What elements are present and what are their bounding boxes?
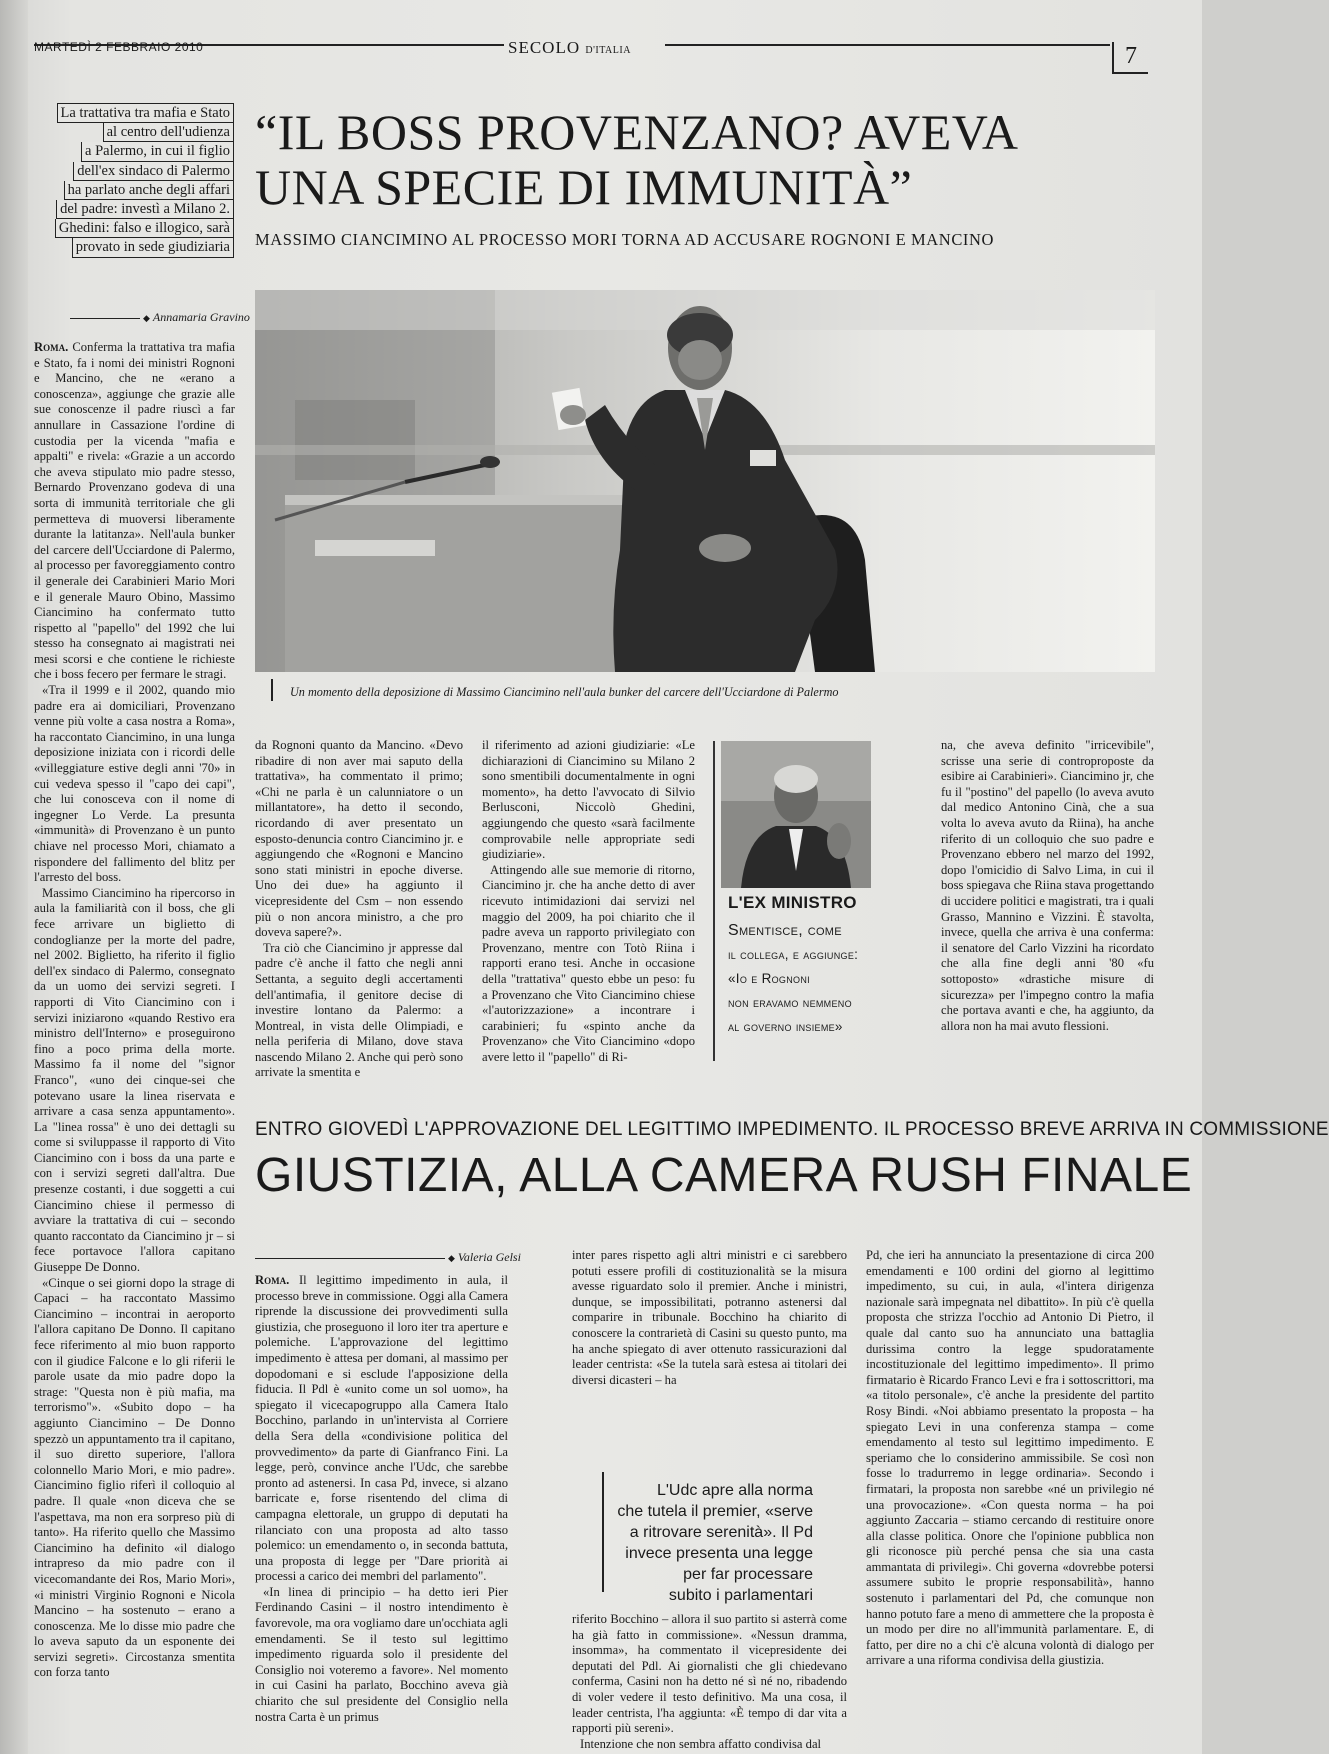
article1-column-2 xyxy=(255,738,463,1086)
byline-rule xyxy=(70,318,140,319)
article2-kicker: ENTRO GIOVEDÌ L'APPROVAZIONE DEL LEGITTIMO IMPEDIMENTO. IL PROCESSO BREVE ARRIVA IN COMMISSIONE xyxy=(255,1119,1329,1140)
article-headline xyxy=(255,105,1155,215)
paragraph: «In linea di principio – ha detto ieri Pier Ferdinando Casini – il nostro intendimento è favorevole, ma ora vogliamo dare un'occhiata agli emendamenti. Se il testo sul legittimo impedimento riguarda solo il presidente del Consiglio noi voteremo a favore». Nel momento in cui Casini ha parlato, Bocchino aveva già chiarito che sul presidente del Consiglio nella nostra Carta è un primus xyxy=(255,1584,508,1724)
sidebar-line: il collega, e aggiunge: xyxy=(728,947,859,962)
minister-photo xyxy=(721,741,871,888)
article2-column-3 xyxy=(866,1248,1154,1720)
pull-quote-line: per far processare xyxy=(683,1566,813,1583)
headline-line-1: “IL BOSS PROVENZANO? AVEVA xyxy=(255,104,1019,160)
paragraph: Pd, che ieri ha annunciato la presentazione di circa 200 emendamenti e 100 ordini del giorno al legittimo impedimento, su cui, in aula, «l'intera dirigenza nazionale sarà impegnata nel dibattito». In più c'è quella proposta che strizza l'occhio ad Antonio Di Pietro, il quale dal canto suo ha annunciato una battaglia durissima contro la legge spudoratamente incostituzionale del legittimo impedimento». Il primo firmatario è Ricardo Franco Levi e fra i sottoscrittori, ma «a titolo personale», c'è anche la presidente del partito Rosy Bindi. «Noi abbiamo presentato la proposta – ha spiegato Levi in una conferenza stampa – come emendamento al testo sul legittimo impedimento. E speriamo che lo considerino ammissibile. Se così non fosse lo tradurremo in legge ordinaria». Secondo i firmatari, la proposta non sarebbe «né un privilegio né una provocazione». «Con questa norma – ha poi aggiunto Zaccaria – stiamo cercando di restituire onore alla classe politica. Onore che l'opinione pubblica non gli riconosce più perché pensa che sia una casta ammantata di privilegi». Chi governa «dovrebbe potersi assumere subito le proprie responsabilità», hanno sostenuto i parlamentari del Pd, che comunque non hanno potuto fare a meno di ammettere che la proposta è un modo per dire no all'immunità parlamentare. E, di fatto, per dire no a chi c'è alcuna volontà di dialogo per arrivare a una riforma condivisa della giustizia. xyxy=(866,1248,1154,1668)
sidebar-rule xyxy=(713,741,715,1061)
headline-line-2: UNA SPECIE DI IMMUNITÀ” xyxy=(255,159,913,215)
summary-line: al centro dell'udienza xyxy=(103,123,234,142)
newspaper-name-main: SECOLO xyxy=(508,38,581,57)
page-number: 7 xyxy=(1112,42,1148,74)
pull-quote-line: invece presenta una legge xyxy=(625,1545,813,1562)
article2-column-2-bottom xyxy=(572,1612,847,1751)
paragraph: Il legittimo impedimento in aula, il processo breve in commissione. Oggi alla Camera riprende la discussione dei provvedimenti sulla giustizia, che proseguono il loro iter tra aperture e polemiche. L'approvazione del legittimo impedimento è attesa per domani, al massimo per dopodomani e si esclude l'apposizione della fiducia. Il Pdl è «unito come un sol uomo», ha spiegato il vicecapogruppo alla Camera Italo Bocchino, parlando in un'intervista al Corriere della Sera della «condivisione politica del provvedimento» da parte di Gianfranco Fini. La legge, però, convince anche l'Udc, che sarebbe pronto ad astenersi. In casa Pd, invece, si alzano barricate e, forse risentendo del clima di campagna elettorale, un gruppo di deputati ha rilanciato con una proposta ad alto tasso polemico: un emendamento o, in seconda battuta, una proposta di legge per "Dare priorità ai processi a carico dei membri del parlamento". xyxy=(255,1273,508,1584)
article2-headline: GIUSTIZIA, ALLA CAMERA RUSH FINALE xyxy=(255,1149,1193,1202)
sidebar-line: «Io e Rognoni xyxy=(728,971,810,986)
article-subhead: MASSIMO CIANCIMINO AL PROCESSO MORI TORNA AD ACCUSARE ROGNONI E MANCINO xyxy=(255,230,995,249)
byline-rule xyxy=(255,1258,445,1259)
byline-author: Annamaria Gravino xyxy=(152,310,250,324)
article1-column-1 xyxy=(34,340,235,1718)
summary-line: Ghedini: falso e illogico, sarà xyxy=(55,219,234,238)
summary-line: ha parlato anche degli affari xyxy=(64,181,234,200)
sidebar-line: al governo insieme» xyxy=(728,1019,843,1034)
paragraph: Attingendo alle sue memorie di ritorno, Ciancimino jr. che ha anche detto di aver ricevuto intimidazioni dai servizi nel maggio del 2009, ha poi chiarito che il padre aveva un rapporto privilegiato con Provenzano, mentre con Totò Riina i rapporti erano tesi. Anche in occasione della "trattativa" questo ebbe un peso: fu a Provenzano che Vito Ciancimino chiese «l'autorizzazione» a incontrare i carabinieri; fu «spinto anche da Provenzano» che Vito Ciancimino «dopo avere letto il "papello" di Ri- xyxy=(482,862,695,1064)
article1-column-4 xyxy=(941,738,1154,1098)
pull-quote-line: L'Udc apre alla norma xyxy=(656,1482,813,1499)
inset-photo xyxy=(721,741,871,888)
page-edge-shadow xyxy=(0,0,28,1754)
pull-quote xyxy=(580,1480,813,1606)
summary-line: La trattativa tra mafia e Stato xyxy=(57,103,235,123)
paragraph: inter pares rispetto agli altri ministri e ci sarebbero potuti essere profili di costituzionalità se la misura avesse riguardato solo il premier. Anche i ministri, dunque, se impossibilitati, potranno astenersi dal comparire in tribunale. Bocchino ha chiarito di conoscere la contrarietà di Casini su questo punto, ma ha anche spiegato di aver ottenuto rassicurazioni dal leader centrista: «Se la tutela sarà estesa ai titolari dei diversi dicasteri – ha xyxy=(572,1248,847,1387)
newspaper-name-suffix: D'ITALIA xyxy=(585,45,631,56)
article1-column-3 xyxy=(482,738,695,1086)
masthead-rule-right xyxy=(665,44,1110,46)
main-photo xyxy=(255,290,1155,672)
caption-bar xyxy=(271,679,273,701)
summary-line: provato in sede giudiziaria xyxy=(72,238,234,257)
paragraph: Tra ciò che Ciancimino jr appresse dal padre c'è anche il fatto che negli anni Settanta, a seguito degli accertamenti dell'antimafia, il genitore decise di investire lontano da Palermo: a Montreal, in vista delle Olimpiadi, e nella periferia di Milano, dove stava nascendo Milano 2. Anche qui però sono arrivate la smentita e xyxy=(255,940,463,1080)
issue-date: MARTEDÌ 2 FEBBRAIO 2010 xyxy=(34,40,204,54)
diamond-icon: ◆ xyxy=(143,312,150,323)
summary-line: a Palermo, in cui il figlio xyxy=(81,142,234,161)
courtroom-photo xyxy=(255,290,1155,672)
sidebar-line: non eravamo nemmeno xyxy=(728,995,852,1010)
summary-line: del padre: investì a Milano 2. xyxy=(56,200,234,219)
pull-quote-line: a ritrovare serenità». Il Pd xyxy=(629,1524,813,1541)
paragraph: da Rognoni quanto da Mancino. «Devo ribadire di non aver mai saputo della trattativa», ha commentato il primo; «Chi ne parla è un calunniatore o un millantatore», ha detto il secondo, ricordando di aver presentato un esposto-denuncia contro Ciancimino jr. e aggiungendo che «Rognoni e Mancino sono stati ministri in epoche diverse. Uno dei due» ha aggiunto il vicepresidente del Csm – non essendo più o non ancora ministro, a che pro doveva sapere?». xyxy=(255,738,463,940)
byline-author: Valeria Gelsi xyxy=(457,1250,521,1264)
sidebar-title: L'EX MINISTRO xyxy=(728,893,857,912)
sidebar-line: Smentisce, come xyxy=(728,922,842,939)
dateline: Roma. xyxy=(34,340,69,354)
pull-quote-line: subito i parlamentari xyxy=(668,1587,813,1604)
paragraph: Intenzione che non sembra affatto condivisa dal xyxy=(580,1736,822,1751)
sidebar-text xyxy=(728,919,928,1039)
article2-column-2-top xyxy=(572,1248,847,1456)
photo-caption: Un momento della deposizione di Massimo Ciancimino nell'aula bunker del carcere dell'Ucciardone di Palermo xyxy=(290,685,839,699)
newspaper-name xyxy=(508,38,631,58)
article-byline xyxy=(70,310,250,325)
paragraph: Conferma la trattativa tra mafia e Stato, fa i nomi dei ministri Rognoni e Mancino, che ne «erano a conoscenza», aggiunge che grazie alle sue conoscenze il padre riuscì a far annullare in Cassazione l'ordine di custodia per la vicenda "mafia e appalti" e rivela: «Grazie a un accordo che aveva stipulato mio padre stesso, Bernardo Provenzano godeva di una sorta di immunità territoriale che gli permetteva di muoversi liberamente durante la latitanza». Nell'aula bunker del carcere dell'Ucciardone di Palermo, al processo per favoreggiamento contro il generale dei Carabinieri Mario Mori e il generale Mauro Obino, Massimo Ciancimino ha confermato tutto rispetto al "papello" del 1992 che lui stesso ha consegnato ai magistrati nei mesi scorsi e che contiene le richieste che i boss fecero per fermare le stragi. xyxy=(34,340,235,682)
paragraph: «Tra il 1999 e il 2002, quando mio padre era ai domiciliari, Provenzano venne più volte a casa nostra a Roma», ha raccontato Ciancimino, in una lunga deposizione iniziata con i ricordi delle «villeggiature estive degli anni '70» in cui vedeva spesso il "capo dei capi", che lui conosceva con il nome di ingegner Lo Verde. La presunta «immunità» di Provenzano è un punto chiave nel processo Mori, chiamato a rispondere del fallimento del blitz per l'arresto del boss. xyxy=(34,683,235,885)
paragraph: riferito Bocchino – allora il suo partito si asterrà come ha già fatto in commissione». «Nessun dramma, insomma», ha commentato il vicepresidente dei deputati del Pdl. Ai giornalisti che gli chiedevano conferma, Casini non ha detto né sì né no, ribadendo di voler vedere il testo definitivo. Ma una cosa, il leader centrista, l'ha aggiunta: «È tempo di dar vita a rapporti più sereni». xyxy=(572,1612,847,1736)
pull-quote-line: che tutela il premier, «serve xyxy=(617,1503,813,1520)
diamond-icon: ◆ xyxy=(448,1252,455,1263)
paragraph: «Cinque o sei giorni dopo la strage di Capaci – ha raccontato Massimo Ciancimino – incontrai in aeroporto l'allora capitano De Donno. Il capitano fece riferimento al mio buon rapporto con il giudice Falcone e lo gli riferii le parole usate da mio padre dopo la strage: "Questa non è più mafia, ma terrorismo"». «Subito dopo – ha aggiunto Ciancimino – De Donno spezzò un appuntamento tra il capitano, il suo diretto superiore, l'allora colonnello Mario Mori, e mio padre». Ciancimino figlio riferì il colloquio al padre. Il quale «non diceva che se l'aspettava, ma non era sorpreso più di tanto». Ha riferito quello che Massimo Ciancimino ha definito «il dialogo intrapreso da mio padre con il vicecomandante dei Ros, Mario Mori», «i ministri Virginio Rognoni e Nicola Mancino – ha sostenuto – erano a conoscenza. Me lo disse mio padre che lo aveva saputo da un esponente dei servizi segreti». Circostanza smentita con forza tanto xyxy=(34,1275,235,1680)
article-summary-box xyxy=(34,103,234,258)
paragraph: il riferimento ad azioni giudiziarie: «Le dichiarazioni di Ciancimino su Milano 2 sono smentibili documentalmente in ogni momento», ha detto l'avvocato di Silvio Berlusconi, Niccolò Ghedini, aggiungendo che questo «sarà facilmente comprovabile nelle appropriate sedi giudiziarie». xyxy=(482,738,695,862)
article2-byline xyxy=(255,1250,521,1265)
dateline: Roma. xyxy=(255,1273,290,1287)
paragraph: na, che aveva definito "irricevibile", scrisse una serie di controproposte da esibire ai Carabinieri». Ciancimino jr, che fu il "postino" del papello (lo aveva avuto dal medico Antonino Cinà, che a sua volta lo aveva avuto da Riina), ha anche riferito di un colloquio che suo padre e Provenzano ebbero nel marzo del 1992, dopo l'omicidio di Salvo Lima, in cui il boss spiegava che Riina stava progettando di uccidere politici e magistrati, tra i quali Grasso, Mannino e Vizzini. È stavolta, invece, quella che arriva è una conferma: il senatore del Carlo Vizzini ha ricordato che alla fine degli anni '80 «fu sottoposto» «drastiche misure di sicurezza» per l'impegno contro la mafia che portava avanti e che, ha aggiunto, da allora non ha mai avuto flessioni. xyxy=(941,738,1154,1033)
paragraph: Massimo Ciancimino ha ripercorso in aula la familiarità con il boss, che gli fece arrivare un biglietto di condoglianze per la morte del padre, nel 2002. Biglietto, ha riferito il figlio dell'ex sindaco di Palermo, consegnato da un uomo dei servizi segreti. I rapporti di Vito Ciancimino con i servizi iniziarono «quando Restivo era ministro dell'Interno» e proseguirono fino a poco prima della morte. Massimo fa il nome del "signor Franco", «uno dei cinque-sei che potevano usare la linea riservata e arrivare a casa senza appuntamento». La "linea rossa" è uno dei dettagli su come si sviluppasse il rapporto di Vito Ciancimino con i boss da una parte e con i servizi segreti dall'altra. Due presenze costanti, i due soggetti a cui Ciancimino chiese il permesso di avviare la trattativa di cui – secondo quanto raccontato da Ciancimino jr – si fece portavoce l'allora capitano Giuseppe De Donno. xyxy=(34,885,235,1275)
summary-line: dell'ex sindaco di Palermo xyxy=(73,162,234,181)
article2-column-1 xyxy=(255,1273,508,1724)
